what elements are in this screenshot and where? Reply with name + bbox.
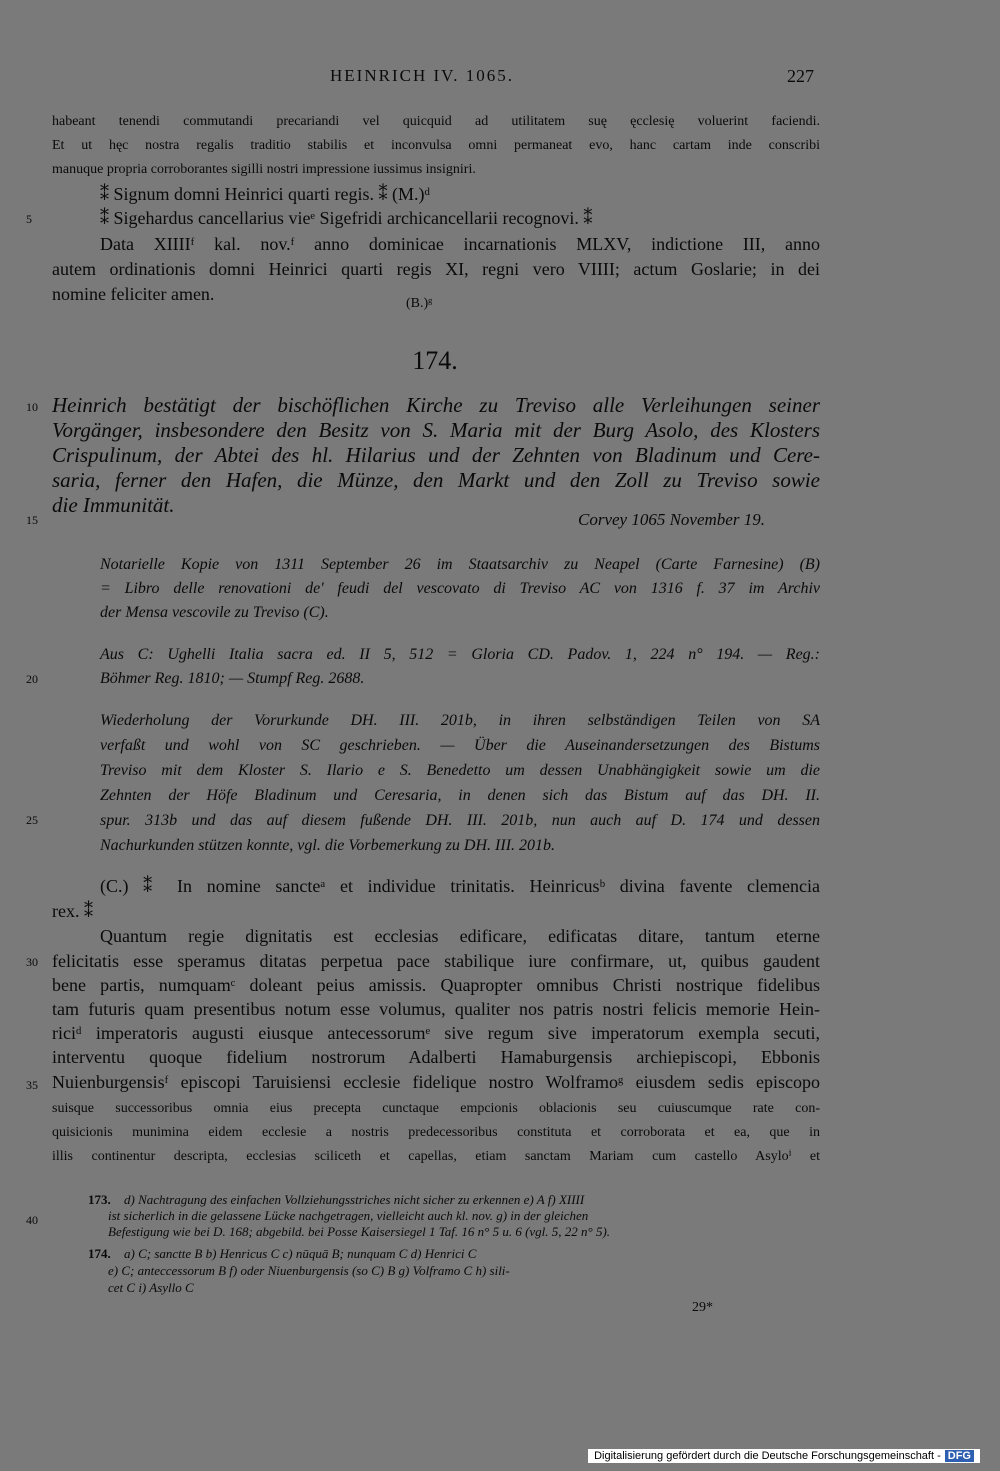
signum-line: ⁑ Signum domni Heinrici quarti regis. ⁑ (M.)ᵈ bbox=[100, 184, 431, 204]
commentary-line: Wiederholung der Vorurkunde DH. III. 201b, in ihren selbständigen Teilen von SA bbox=[100, 712, 820, 729]
text-line: illis continentur descripta, ecclesias sciliceth et capellas, etiam sanctam Mariam cum castello Asyloⁱ et bbox=[52, 1149, 820, 1164]
print-line: Böhmer Reg. 1810; — Stumpf Reg. 2688. bbox=[100, 670, 365, 687]
text-line: Nuienburgensisᶠ episcopi Taruisiensi ecclesie fidelique nostro Wolframoᵍ eiusdem sedis episcopo bbox=[52, 1072, 820, 1092]
text-line: interventu quoque fidelium nostrorum Adalberti Hamaburgensis archiepiscopi, Ebbonis bbox=[52, 1047, 820, 1067]
footnote-line: d) Nachtragung des einfachen Vollziehungsstriches nicht sicher zu erkennen e) A f) XIIII bbox=[124, 1192, 585, 1207]
seal-mark: (B.)ᵍ bbox=[406, 296, 433, 311]
commentary-line: Treviso mit dem Kloster S. Ilario e S. Benedetto um dessen Unabhängigkeit sowie um die bbox=[100, 762, 820, 779]
place-date: Corvey 1065 November 19. bbox=[578, 510, 765, 529]
text-line: Quantum regie dignitatis est ecclesias edificare, edificatas ditare, tantum eterne bbox=[100, 926, 820, 946]
text-line: autem ordinationis domni Heinrici quarti regis XI, regni vero VIIII; actum Goslarie; in dei bbox=[52, 259, 820, 279]
commentary-line: spur. 313b und das auf diesem fußende DH. III. 201b, nun auch auf D. 174 und dessen bbox=[100, 812, 820, 829]
commentary-line: verfaßt und wohl von SC geschrieben. — Über die Auseinandersetzungen des Bistums bbox=[100, 737, 820, 754]
line-number: 5 bbox=[26, 212, 32, 226]
page-number: 227 bbox=[787, 66, 814, 86]
text-line: rex. ⁑ bbox=[52, 901, 93, 921]
tradition-line: = Libro delle renovationi de' feudi del vescovato di Treviso AC von 1316 f. 37 im Archiv bbox=[100, 580, 820, 597]
footnote-line: Befestigung wie bei D. 168; abgebild. bei Posse Kaisersiegel 1 Taf. 16 n° 5 u. 6 (vgl. 5, 22 n° 5). bbox=[108, 1224, 611, 1239]
regest-line: Heinrich bestätigt der bischöflichen Kirche zu Treviso alle Verleihungen seiner bbox=[52, 393, 820, 417]
text-line: bene partis, numquamᶜ doleant peius amissis. Quapropter omnibus Christi nostrique fidelibus bbox=[52, 975, 820, 995]
regest-line: die Immunität. bbox=[52, 493, 175, 517]
commentary-line: Nachurkunden stützen konnte, vgl. die Vorbemerkung zu DH. III. 201b. bbox=[100, 837, 556, 854]
commentary-line: Zehnten der Höfe Bladinum und Ceresaria, in denen sich das Bistum auf das DH. II. bbox=[100, 787, 820, 804]
tradition-line: Notarielle Kopie von 1311 September 26 im Staatsarchiv zu Neapel (Carte Farnesine) (B) bbox=[100, 556, 820, 573]
document-number: 174. bbox=[412, 346, 458, 375]
line-number: 20 bbox=[26, 672, 38, 686]
footnote-label-174: 174. bbox=[88, 1246, 111, 1261]
line-number: 25 bbox=[26, 813, 38, 827]
dfg-logo: DFG bbox=[945, 1450, 974, 1462]
text-line: felicitatis esse speramus ditatas perpetua pace stabilique iure confirmare, ut, quibus gaudent bbox=[52, 951, 820, 971]
text-line: tam futuris quam presentibus notum esse volumus, qualiter nos patris nostri felicis memorie Hein- bbox=[52, 999, 820, 1019]
regest-line: Vorgänger, insbesondere den Besitz von S. Maria mit der Burg Asolo, des Klosters bbox=[52, 418, 820, 442]
running-title: HEINRICH IV. 1065. bbox=[330, 66, 514, 85]
line-number: 40 bbox=[26, 1213, 38, 1227]
text-line: manuque propria corroborantes sigilli nostri impressione iussimus insigniri. bbox=[52, 162, 476, 177]
footnote-line: e) C; anteccessorum B f) oder Niuenburgensis (so C) B g) Volframo C h) sili- bbox=[108, 1263, 510, 1278]
line-number: 35 bbox=[26, 1078, 38, 1092]
text-line: nomine feliciter amen. bbox=[52, 284, 215, 304]
regest-line: Crispulinum, der Abtei des hl. Hilarius und der Zehnten von Bladinum und Cere- bbox=[52, 443, 820, 467]
line-number: 15 bbox=[26, 513, 38, 527]
tradition-line: der Mensa vescovile zu Treviso (C). bbox=[100, 604, 329, 621]
regest-line: saria, ferner den Hafen, die Münze, den Markt und den Zoll zu Treviso sowie bbox=[52, 468, 820, 492]
text-line: quisicionis munimina eidem ecclesie a nostris predecessoribus constituta et corroborata et ea, que in bbox=[52, 1125, 820, 1140]
dating-line: Data XIIIIᶠ kal. nov.ᶠ anno dominicae incarnationis MLXV, indictione III, anno bbox=[100, 234, 820, 254]
text-line: Et ut hęc nostra regalis traditio stabilis et inconvulsa omni permaneat evo, hanc cartam inde conscribi bbox=[52, 138, 820, 153]
footnote-line: cet C i) Asyllo C bbox=[108, 1280, 194, 1295]
line-number: 10 bbox=[26, 400, 38, 414]
text-line: (C.) ⁑ In nomine sancteᵃ et individue trinitatis. Heinricusᵇ divina favente clemencia bbox=[100, 876, 820, 896]
text-line: riciᵈ imperatoris augusti eiusque antecessorumᵉ sive regum sive imperatorum exempla secuti, bbox=[52, 1023, 820, 1043]
text-line: suisque successoribus omnia eius precepta cunctaque empcionis oblacionis seu cuiuscumque rate con- bbox=[52, 1101, 820, 1116]
footnote-line: a) C; sanctte B b) Henricus C c) nūquā B; nunquam C d) Henrici C bbox=[124, 1246, 477, 1261]
footnote-label-173: 173. bbox=[88, 1192, 111, 1207]
footnote-line: ist sicherlich in die gelassene Lücke nachgetragen, vielleicht auch kl. nov. g) in der gleichen bbox=[108, 1208, 589, 1223]
signature-mark: 29* bbox=[692, 1300, 713, 1315]
funding-credit-text: Digitalisierung gefördert durch die Deutsche Forschungsgemeinschaft - bbox=[594, 1450, 941, 1462]
line-number: 30 bbox=[26, 955, 38, 969]
print-line: Aus C: Ughelli Italia sacra ed. II 5, 512 = Gloria CD. Padov. 1, 224 n° 194. — Reg.: bbox=[100, 646, 820, 663]
text-line: habeant tenendi commutandi precariandi vel quicquid ad utilitatem suę ęcclesię voluerint faciendi. bbox=[52, 114, 820, 129]
recognition-line: ⁑ Sigehardus cancellarius vieᵉ Sigefridi archicancellarii recognovi. ⁑ bbox=[100, 208, 593, 228]
funding-credit bbox=[588, 1449, 980, 1463]
